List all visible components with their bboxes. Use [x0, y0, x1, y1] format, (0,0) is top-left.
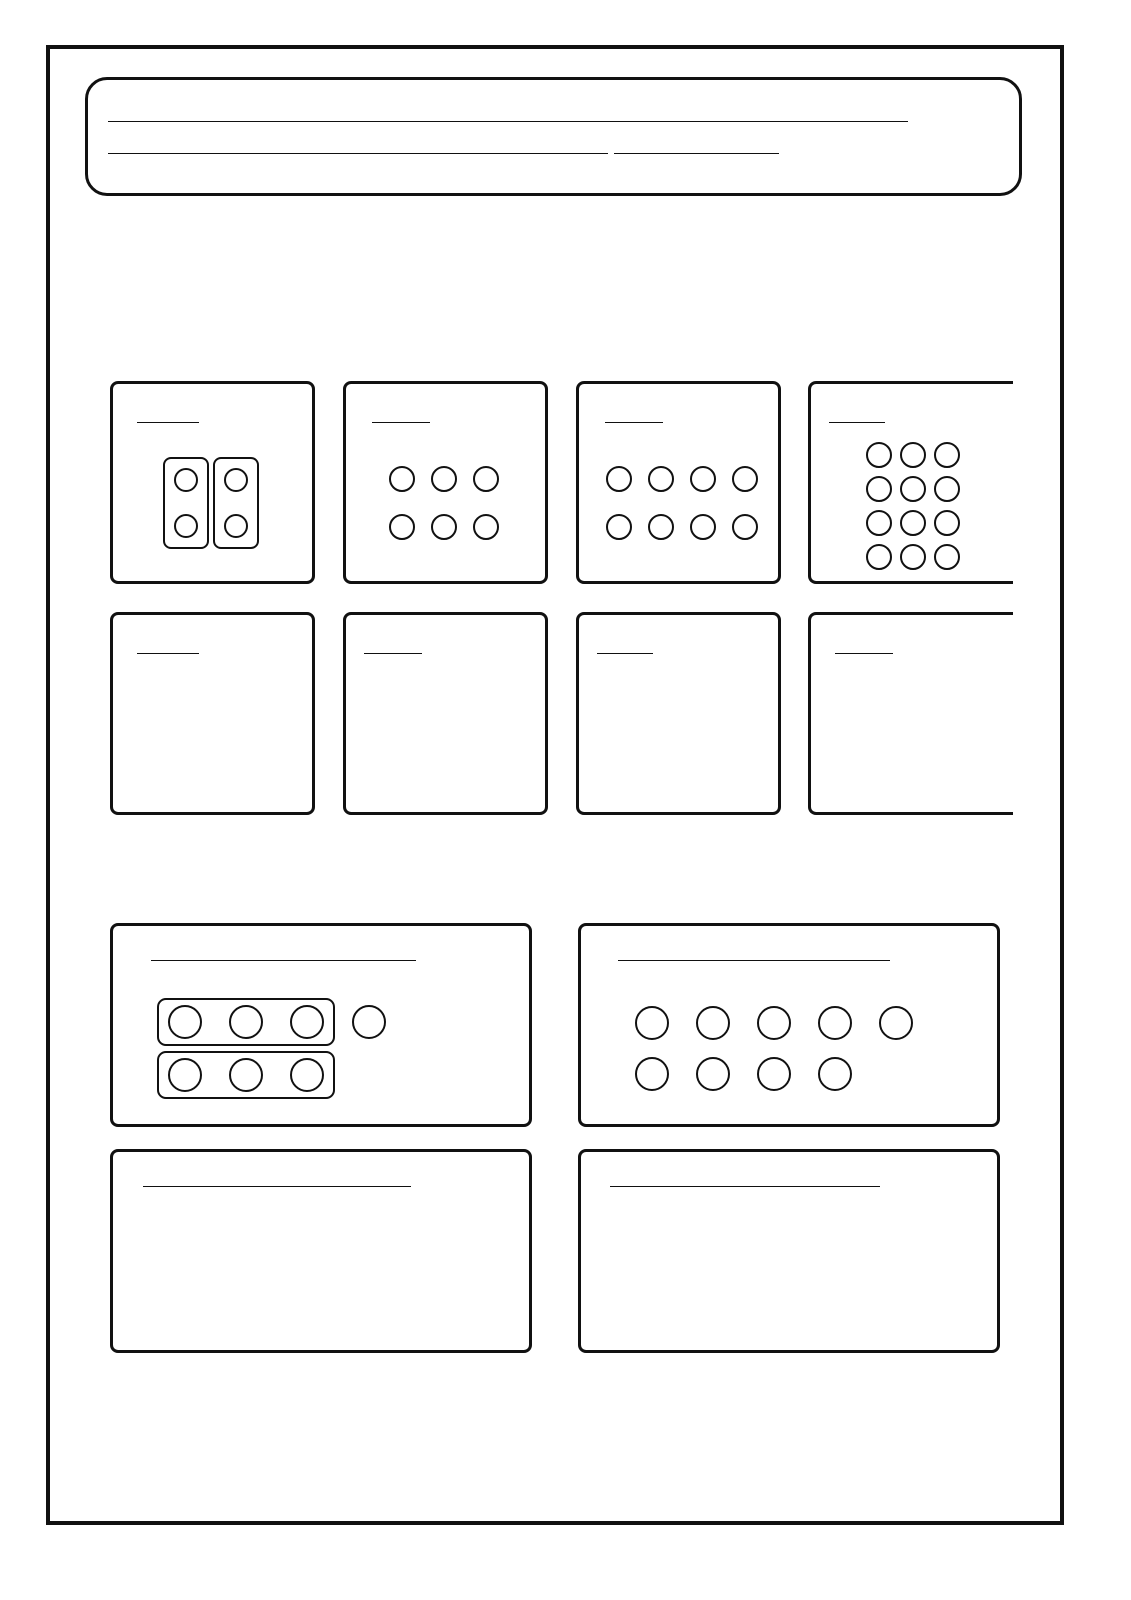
division-expression — [610, 1160, 880, 1195]
remainder-circle-icon — [353, 1006, 385, 1038]
circle-icon — [935, 545, 959, 569]
circle-icon — [474, 515, 498, 539]
circle-icon — [867, 477, 891, 501]
circle-icon — [733, 467, 757, 491]
group-outline — [214, 458, 258, 548]
circle-icon — [691, 515, 715, 539]
circle-icon — [169, 1006, 201, 1038]
division-card — [343, 612, 548, 815]
division-expression — [597, 623, 653, 661]
division-card — [110, 612, 315, 815]
circle-set — [346, 384, 551, 587]
circle-icon — [758, 1007, 790, 1039]
answer-field[interactable] — [597, 623, 653, 654]
circle-icon — [867, 443, 891, 467]
circle-icon — [230, 1059, 262, 1091]
circle-set — [581, 926, 1003, 1130]
circle-icon — [867, 511, 891, 535]
circle-icon — [697, 1007, 729, 1039]
circle-icon — [390, 515, 414, 539]
division-card — [808, 612, 1013, 815]
division-card — [110, 381, 315, 584]
circle-icon — [901, 477, 925, 501]
circle-icon — [291, 1006, 323, 1038]
circle-icon — [819, 1007, 851, 1039]
circle-icon — [636, 1058, 668, 1090]
circle-icon — [901, 545, 925, 569]
circle-icon — [607, 515, 631, 539]
circle-icon — [636, 1007, 668, 1039]
circle-icon — [175, 515, 197, 537]
circle-icon — [880, 1007, 912, 1039]
answer-field[interactable] — [137, 623, 199, 654]
division-card — [808, 381, 1013, 584]
circle-icon — [691, 467, 715, 491]
circle-icon — [649, 515, 673, 539]
circle-icon — [607, 467, 631, 491]
grouped-circles — [113, 926, 535, 1130]
circle-icon — [225, 469, 247, 491]
circle-icon — [225, 515, 247, 537]
circle-icon — [175, 469, 197, 491]
circle-icon — [649, 467, 673, 491]
division-card — [576, 612, 781, 815]
circle-icon — [230, 1006, 262, 1038]
division-expression — [364, 623, 422, 661]
division-remainder-card — [110, 923, 532, 1127]
circle-set — [579, 384, 784, 587]
circle-icon — [474, 467, 498, 491]
circle-icon — [935, 477, 959, 501]
grouped-circles — [113, 384, 318, 587]
circle-icon — [867, 545, 891, 569]
circle-icon — [432, 467, 456, 491]
circle-icon — [169, 1059, 201, 1091]
answer-field[interactable] — [143, 1160, 411, 1187]
circle-icon — [758, 1058, 790, 1090]
division-expression — [137, 623, 199, 661]
answer-field[interactable] — [610, 1160, 880, 1187]
circle-icon — [819, 1058, 851, 1090]
circle-icon — [432, 515, 456, 539]
circle-icon — [935, 511, 959, 535]
circle-icon — [901, 443, 925, 467]
circle-icon — [901, 511, 925, 535]
circle-icon — [390, 467, 414, 491]
circle-icon — [733, 515, 757, 539]
division-remainder-card — [578, 1149, 1000, 1353]
division-card — [343, 381, 548, 584]
answer-field[interactable] — [364, 623, 422, 654]
division-expression — [835, 623, 893, 661]
division-expression — [143, 1160, 411, 1195]
division-card — [576, 381, 781, 584]
circle-icon — [291, 1059, 323, 1091]
division-remainder-card — [110, 1149, 532, 1353]
division-remainder-card — [578, 923, 1000, 1127]
circle-icon — [935, 443, 959, 467]
circle-icon — [697, 1058, 729, 1090]
answer-field[interactable] — [835, 623, 893, 654]
group-outline — [164, 458, 208, 548]
circle-set — [811, 384, 1016, 587]
